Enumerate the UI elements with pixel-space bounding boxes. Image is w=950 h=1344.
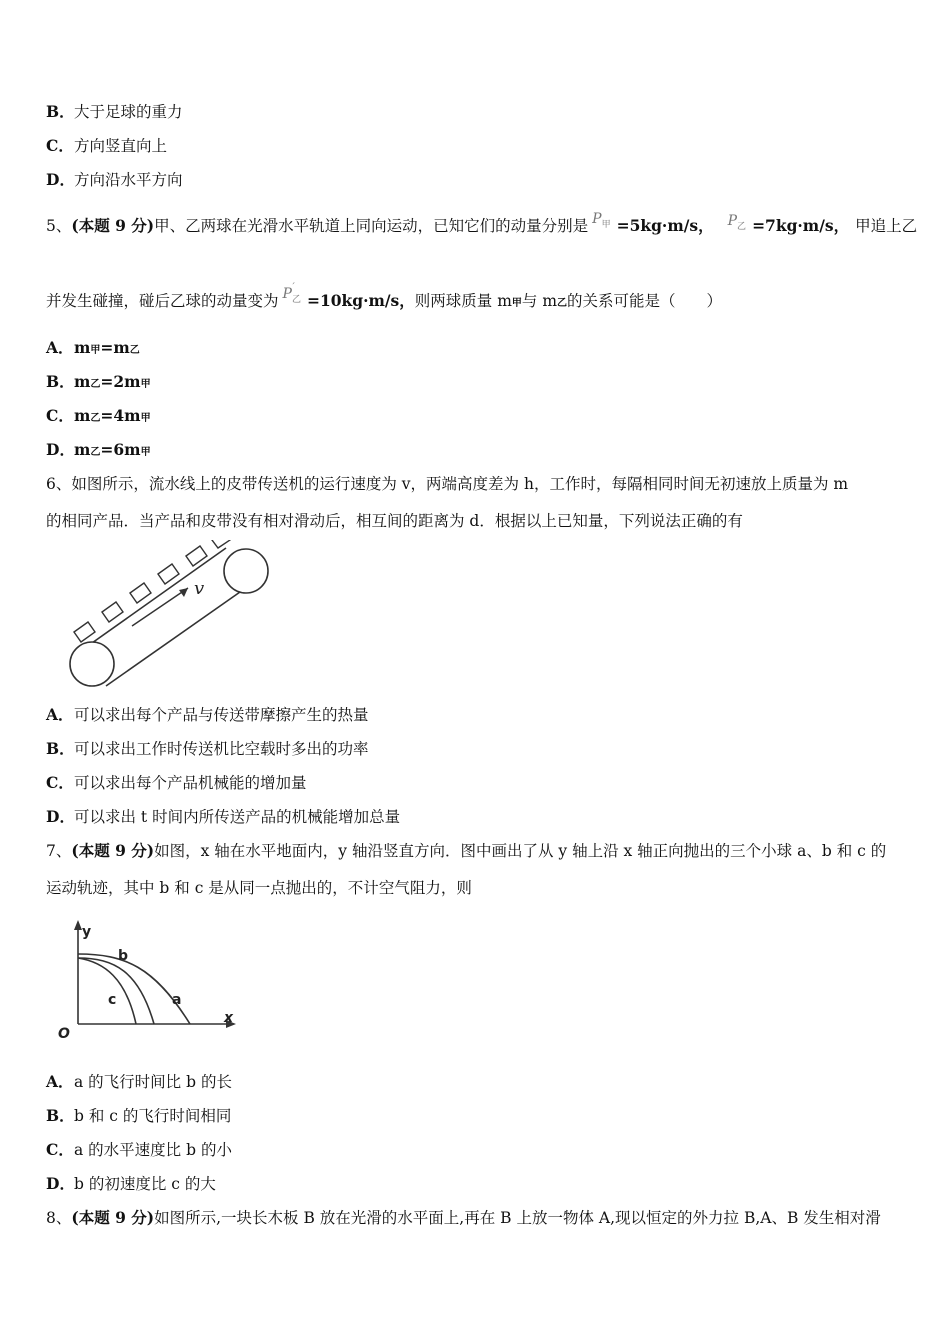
q5-stem-line2: [46, 282, 723, 318]
trajectory-b: [78, 958, 154, 1024]
q7-stem-line2: [46, 878, 472, 898]
option-text: 可以求出工作时传送机比空载时多出的功率: [74, 740, 369, 758]
question-number: 8、: [46, 1209, 72, 1227]
q7-option-c: [46, 1140, 232, 1160]
stem-text: 如图，x 轴在水平地面内，y 轴沿竖直方向．图中画出了从 y 轴上沿 x 轴正向抛出的三个小球 a、b 和 c 的: [154, 842, 887, 860]
q6-option-a: [46, 705, 369, 725]
stem-text: 运动轨迹，其中 b 和 c 是从同一点抛出的，不计空气阻力，则: [46, 879, 472, 897]
q7-option-a: [46, 1072, 232, 1092]
option-letter: A．: [46, 338, 74, 357]
option-letter: B．: [46, 739, 75, 758]
product-box: [74, 540, 230, 642]
q5-option-c: C．m乙=4m甲: [46, 406, 151, 425]
score-tag: (本题 9 分): [71, 841, 155, 860]
option-letter: C．: [46, 773, 74, 792]
option-letter: D．: [46, 807, 75, 826]
momentum-value-jia: =5kg·m/s，: [616, 216, 714, 235]
q6-stem-line1: [46, 474, 848, 494]
curve-label-b: b: [118, 948, 129, 964]
option-letter: B．: [46, 1106, 75, 1125]
option-letter: A．: [46, 705, 74, 724]
q6-option-c: [46, 773, 307, 793]
q7-stem-line1: [46, 841, 886, 861]
option-text: 可以求出 t 时间内所传送产品的机械能增加总量: [74, 808, 401, 826]
curve-label-a: a: [172, 992, 182, 1008]
q5-option-b: B．m乙=2m甲: [46, 372, 151, 391]
conveyor-belt-figure: [60, 540, 280, 690]
option-letter: D．: [46, 1174, 75, 1193]
axis-label-y: y: [82, 924, 92, 940]
stem-text-mid2: 与 m: [521, 292, 558, 310]
momentum-symbol-jia: $P_甲$: [592, 211, 611, 230]
stem-text-end: 的关系可能是（ ）: [567, 292, 723, 310]
option-letter: B．: [46, 102, 75, 121]
subscript: 乙: [557, 298, 568, 309]
option-text: a 的飞行时间比 b 的长: [74, 1073, 232, 1091]
curve-label-c: c: [108, 992, 117, 1008]
q6-stem-line2: [46, 511, 743, 531]
axis-label-x: x: [224, 1010, 234, 1026]
score-tag: (本题 9 分): [71, 216, 155, 235]
trajectory-c: [78, 958, 136, 1024]
question-number: 7、: [46, 842, 72, 860]
q8-stem-line1: [46, 1208, 881, 1228]
option-text: 方向沿水平方向: [74, 171, 183, 189]
option-letter: D．: [46, 440, 75, 459]
stem-text: 如图所示，流水线上的皮带传送机的运行速度为 v，两端高度差为 h，工作时，每隔相同时间无初速放上质量为 m: [71, 475, 849, 493]
q6-option-d: [46, 807, 400, 827]
option-text: b 和 c 的飞行时间相同: [74, 1107, 232, 1125]
stem-text: 甲、乙两球在光滑水平轨道上同向运动，已知它们的动量分别是: [154, 217, 589, 235]
stem-text-mid: 则两球质量 m: [414, 292, 512, 310]
option-text: 大于足球的重力: [74, 103, 183, 121]
option-text: a 的水平速度比 b 的小: [74, 1141, 232, 1159]
velocity-label: v: [194, 578, 205, 599]
question-number: 6、: [46, 475, 72, 493]
option-text: 可以求出每个产品与传送带摩擦产生的热量: [74, 706, 369, 724]
subscript: 甲: [511, 298, 522, 309]
option-text: 可以求出每个产品机械能的增加量: [74, 774, 307, 792]
momentum-symbol-yi: $P_乙$: [727, 213, 747, 232]
q7-option-d: [46, 1174, 216, 1194]
stem-text-end: 甲追上乙: [855, 217, 918, 235]
q5-stem-line1: [46, 211, 918, 243]
stem-text: 的相同产品．当产品和皮带没有相对滑动后，相互间的距离为 d．根据以上已知量，下列说法正确的有: [46, 512, 743, 530]
option-text: b 的初速度比 c 的大: [74, 1175, 216, 1193]
stem-text: 如图所示,一块长木板 B 放在光滑的水平面上,再在 B 上放一物体 A,现以恒定的外力拉 B,A、B 发生相对滑: [154, 1209, 881, 1227]
stem-text: 并发生碰撞，碰后乙球的动量变为: [46, 292, 279, 310]
option-letter: B．: [46, 372, 75, 391]
option-letter: A．: [46, 1072, 74, 1091]
option-letter: D．: [46, 170, 75, 189]
q7-option-b: [46, 1106, 231, 1126]
q5-option-a: A．m甲=m乙: [46, 338, 140, 357]
option-letter: C．: [46, 136, 74, 155]
q5-option-d: D．m乙=6m甲: [46, 440, 151, 459]
question-number: 5、: [46, 217, 72, 235]
projectile-trajectory-figure: [54, 916, 244, 1044]
q4-option-b: [46, 102, 183, 122]
score-tag: (本题 9 分): [71, 1208, 155, 1227]
q4-option-c: [46, 136, 167, 156]
option-letter: C．: [46, 1140, 74, 1159]
momentum-value-yi: =7kg·m/s，: [752, 216, 850, 235]
option-text: 方向竖直向上: [74, 137, 168, 155]
origin-label: O: [58, 1026, 70, 1042]
momentum-value-after: =10kg·m/s，: [306, 291, 415, 310]
q6-option-b: [46, 739, 369, 759]
q4-option-d: [46, 170, 183, 190]
option-letter: C．: [46, 406, 74, 425]
momentum-symbol-yi-after: P ′ $_乙$: [282, 282, 301, 305]
